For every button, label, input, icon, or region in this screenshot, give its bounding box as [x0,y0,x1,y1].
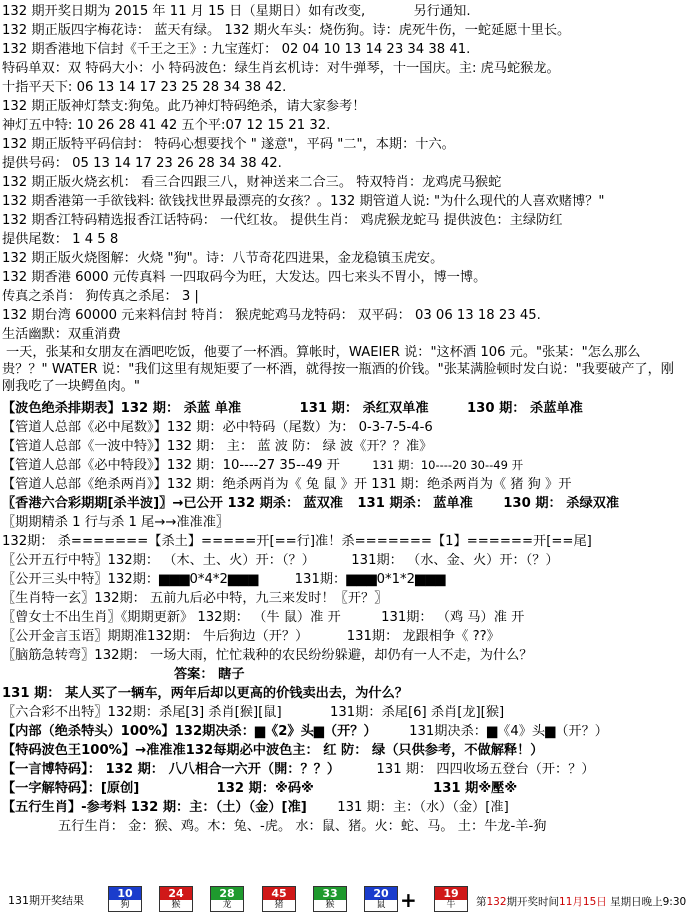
line-one-wave: 【管道人总部《一波中特》】132 期： 主： 蓝 波 防： 绿 波《开？？准》 [2,439,433,454]
ball-number: 28 [219,887,235,900]
line-provided-tails: 提供尾数： 1 4 5 8 [2,232,119,247]
line-half-wave [2,494,686,513]
info-prefix: 第 [476,896,487,908]
draw-result-footer [0,884,688,916]
line-provided-numbers: 提供号码： 05 13 14 17 23 26 28 34 38 42. [2,156,282,171]
kill-head-131: 131期决杀：▆《4》头▆（开？） [409,724,608,739]
special-ball [434,886,468,912]
line-one-char [2,779,686,798]
line-magic-lamp: 132 期正版神灯禁支:狗兔。此乃神灯特码绝杀，请大家参考！ [2,99,366,114]
no-special-131: 131期：杀尾[6] 杀肖[龙][猴] [330,705,505,720]
result-ball [159,886,193,912]
line-humor-story: 一天，张某和女朋友在酒吧吃饭，他要了一杯酒。算帐时，WAEIER 说："这杯酒 106 元。"张某："怎么那么贵？？" WATER 说："我们这里有规矩要了一杯酒，就得按一瓶酒的价钱。"张某满脸顿时发白说："我要破产了，刚刚我吃了一块鳄鱼肉。" [2,345,674,394]
ball-number: 20 [373,887,389,900]
three-heads-131: 131期：▆▆▆0*1*2▆▆▆ [294,572,446,587]
line-taiwan-letter: 132 期台湾 60000 元来料信封 特肖： 猴虎蛇鸡马龙特码： 双平码： 03 06 13 18 23 45. [2,308,541,323]
five-zodiac-131: 131 期：主：（水）（金）[准] [337,800,509,815]
ball-zodiac: 牛 [435,900,467,911]
line-color-kill [2,399,686,418]
line-ten-fingers: 十指平天下: 06 13 14 17 23 25 28 34 38 42. [2,80,287,95]
line-must-tail: 【管道人总部《必中尾数》】132 期：必中特码（尾数）为： 0-3-7-5-4-6 [2,420,433,435]
result-ball [262,886,296,912]
info-issue: 132 [486,896,507,908]
result-label: 131期开奖结果 [8,894,84,907]
info-date: 11月15日 [559,896,607,908]
line-brain-teaser: 〖脑筋急转弯〗132期： 一场大雨，忙忙栽种的农民纷纷躲避，却仍有一人不走，为什么？ [2,648,533,663]
lottery-document [2,2,686,836]
line-precise-kill: 〖期期精杀 1 行与杀 1 尾→→准准准〗 [2,515,230,530]
line-ms-zeng [2,608,686,627]
notice-text: 另行通知. [413,4,471,19]
line-xiangjiang-pick: 132 期香江特码精选报香江话特码： 一代红妆。 提供生肖： 鸡虎猴龙蛇马 提供波色：主绿防红 [2,213,563,228]
line-hk-first-hand: 132 期香港第一手欲钱料: 欲钱找世界最漂亮的女孩？。132 期管道人说: "为什么现代的人喜欢赌博？" [2,194,605,209]
line-no-special [2,703,686,722]
line-plum-poem: 132 期正版四字梅花诗： 蓝天有绿。 132 期火车头：烧伤狗。诗：虎死牛伤，一蛇延愿十里长。 [2,23,571,38]
ball-number: 10 [117,887,133,900]
five-zodiac-132: 【五行生肖】-参考料 132 期：主：（土）（金）[准] [2,800,307,815]
draw-date-text: 132 期开奖日期为 2015 年 11 月 15 日（星期日）如有改变, [2,4,366,19]
ball-number: 33 [322,887,338,900]
color-kill-130: 130 期： 杀蓝单准 [466,401,583,416]
result-ball [210,886,244,912]
result-ball [313,886,347,912]
kill-head-132: 【内部（绝杀特头）100%】132期决杀：▆《2》头▆（开？） [2,724,377,739]
color-kill-131: 131 期： 杀红双单准 [299,401,429,416]
line-five-elements [2,551,686,570]
line-flat-code-letter: 132 期正版特平码信封： 特码心想要找个 " 遂意"，平码 "二"，本期：十六。 [2,137,455,152]
line-zodiac-mystery: 〖生肖特一玄〗132期： 五前九后必中特，九三来发时！〖开？〗 [2,591,388,606]
info-mid: 期开奖时间 [506,896,560,908]
half-wave-131-label: 131 期杀： [357,496,430,511]
line-fax-kill: 传真之杀肖： 狗传真之杀尾： 3 | [2,289,199,304]
one-char-title: 【一字解特码】：[原创] [2,781,140,796]
line-humor-title: 生活幽默：双重消费 [2,327,121,342]
golden-words-132: 〖公开金言玉语〗期期准132期： 牛后狗边（开？） [2,629,309,644]
line-fire-diagram: 132 期正版火烧图解：火烧 "狗"。诗：八节奇花四进果，金龙稳镇玉虎安。 [2,251,444,266]
one-char-132: 132 期：※码※ [216,781,314,796]
ball-zodiac: 猪 [263,900,295,911]
three-heads-132: 〖公开三头中特〗132期：▆▆▆0*4*2▆▆▆ [2,572,259,587]
line-one-word-bet [2,760,686,779]
segment-131: 131 期：10----20 30--49 开 [372,458,524,472]
line-lamp-five: 神灯五中特: 10 26 28 41 42 五个平:07 12 15 21 32. [2,118,331,133]
ball-number: 45 [271,887,287,900]
line-special-attributes: 特码单双：双 特码大小：小 特码波色：绿生肖玄机诗：对牛弹琴，十一国庆。主: 虎马蛇猴龙。 [2,61,560,76]
next-draw-info [476,894,686,909]
segment-132: 【管道人总部《必中特段》】132 期：10----27 35--49 开 [2,458,340,473]
line-must-segment [2,456,686,475]
line-fire-mystery: 132 期正版火烧玄机： 看三合四跟三八，财神送来二合三。 特双特肖：龙鸡虎马猴蛇 [2,175,502,190]
one-word-bet-132: 【一言博特码】： 132 期： 八八相合一六开（開：？？） [2,762,341,777]
line-golden-words [2,627,686,646]
ball-zodiac: 猴 [160,900,192,911]
line-wave-king: 【特码波色王100%】→准准准132每期必中波色主： 红 防： 绿（只供参考，不做解释！） [2,743,544,758]
half-wave-130: 130 期： 杀绿双准 [503,496,620,511]
ball-number: 19 [443,887,459,900]
one-word-bet-131: 131 期： 四四收场五登台（开：？） [376,762,595,777]
golden-words-131: 131期： 龙跟相争《 ??》 [346,629,500,644]
line-draw-date [2,2,686,21]
line-three-heads [2,570,686,589]
ball-number: 24 [168,887,184,900]
line-kill-earth: 132期： 杀=======【杀土】=====开[==行]准！杀=======【1】======开[==尾] [2,534,592,549]
half-wave-title: 〖香港六合彩期期[杀半波]〗→已公开 132 期杀： [2,496,300,511]
ball-zodiac: 龙 [211,900,243,911]
one-char-131: 131 期※壓※ [433,781,518,796]
ms-zeng-131: 131期： （鸡 马）准 开 [381,610,525,625]
color-kill-132: 【波色绝杀排期表】132 期： 杀蓝 单准 [2,401,242,416]
line-kill-head [2,722,686,741]
half-wave-131: 蓝单准 [433,496,473,511]
half-wave-132: 蓝双准 [303,496,343,511]
five-elements-131: 131期： （水、金、火）开：（？） [351,553,559,568]
plus-sign: + [400,888,417,912]
line-underground-letter: 132 期香港地下信封《千王之王》: 九宝莲灯： 02 04 10 13 14 23 34 38 41. [2,42,471,57]
line-five-zodiac [2,798,686,817]
ball-zodiac: 猴 [314,900,346,911]
five-elements-132: 〖公开五行中特〗132期： （木、土、火）开：（？） [2,553,315,568]
line-teaser-131: 131 期： 某人买了一辆车，两年后却以更高的价钱卖出去，为什么？ [2,686,408,701]
line-kill-two: 【管道人总部《绝杀两肖》】132 期：绝杀两肖为《 兔 鼠 》开 131 期：绝杀两肖为《 猪 狗 》开 [2,477,572,492]
no-special-132: 〖六合彩不出特〗132期：杀尾[3] 杀肖[猴][鼠] [2,705,282,720]
result-ball [364,886,398,912]
ball-zodiac: 鼠 [365,900,397,911]
info-week: 星期日晚上9:30 [606,896,687,908]
ball-zodiac: 狗 [109,900,141,911]
line-hk-fax: 132 期香港 6000 元传真料 一四取码今为旺，大发达。四七来头不胃小，博一博。 [2,270,487,285]
ms-zeng-132: 〖曾女士不出生肖〗《期期更新》 132期： （牛 鼠）准 开 [2,610,341,625]
line-answer: 答案： 瞎子 [174,667,245,682]
line-five-zodiac-list: 五行生肖： 金：猴、鸡。木：兔、-虎。 水：鼠、猪。火：蛇、马。 土：牛龙-羊-狗 [58,819,547,834]
result-ball [108,886,142,912]
